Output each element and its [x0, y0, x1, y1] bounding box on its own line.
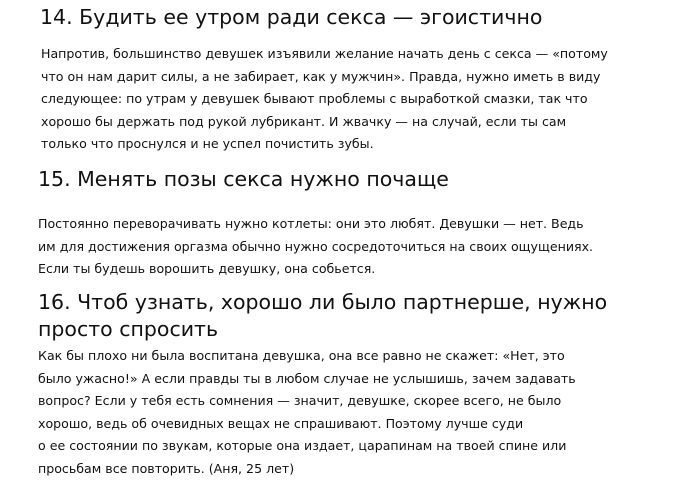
paragraph-line: Постоянно переворачивать нужно котлеты: они это любят. Девушки — нет. Ведь [38, 213, 593, 236]
section-15-heading: 15. Менять позы секса нужно почаще [38, 166, 449, 193]
heading-line: просто спросить [38, 316, 607, 343]
paragraph-line: Как бы плохо ни была воспитана девушка, она все равно не скажет: «Нет, это [38, 345, 576, 368]
section-14-paragraph [41, 43, 608, 156]
section-16-paragraph [38, 345, 576, 480]
section-14-heading: 14. Будить ее утром ради секса — эгоистично [40, 4, 542, 31]
paragraph-line: Если ты будешь ворошить девушку, она собьется. [38, 258, 593, 281]
paragraph-line: хорошо бы держать под рукой лубрикант. И жвачку — на случай, если ты сам [41, 111, 608, 134]
paragraph-line: просьбам все повторить. (Аня, 25 лет) [38, 458, 576, 480]
paragraph-line: Напротив, большинство девушек изъявили желание начать день с секса — «потому [41, 43, 608, 66]
section-15-paragraph [38, 213, 593, 281]
heading-line: 16. Чтоб узнать, хорошо ли было партнерше, нужно [38, 289, 607, 316]
paragraph-line: следующее: по утрам у девушек бывают проблемы с выработкой смазки, так что [41, 88, 608, 111]
paragraph-line: что он нам дарит силы, а не забирает, как у мужчин». Правда, нужно иметь в виду [41, 66, 608, 89]
paragraph-line: им для достижения оргазма обычно нужно сосредоточиться на своих ощущениях. [38, 236, 593, 259]
section-16-heading [38, 289, 607, 343]
paragraph-line: вопрос? Если у тебя есть сомнения — значит, девушке, скорее всего, не было [38, 390, 576, 413]
paragraph-line: о ее состоянии по звукам, которые она издает, царапинам на твоей спине или [38, 435, 576, 458]
paragraph-line: только что проснулся и не успел почистить зубы. [41, 133, 608, 156]
paragraph-line: было ужасно!» А если правды ты в любом случае не услышишь, зачем задавать [38, 368, 576, 391]
paragraph-line: хорошо, ведь об очевидных вещах не спрашивают. Поэтому лучше суди [38, 413, 576, 436]
